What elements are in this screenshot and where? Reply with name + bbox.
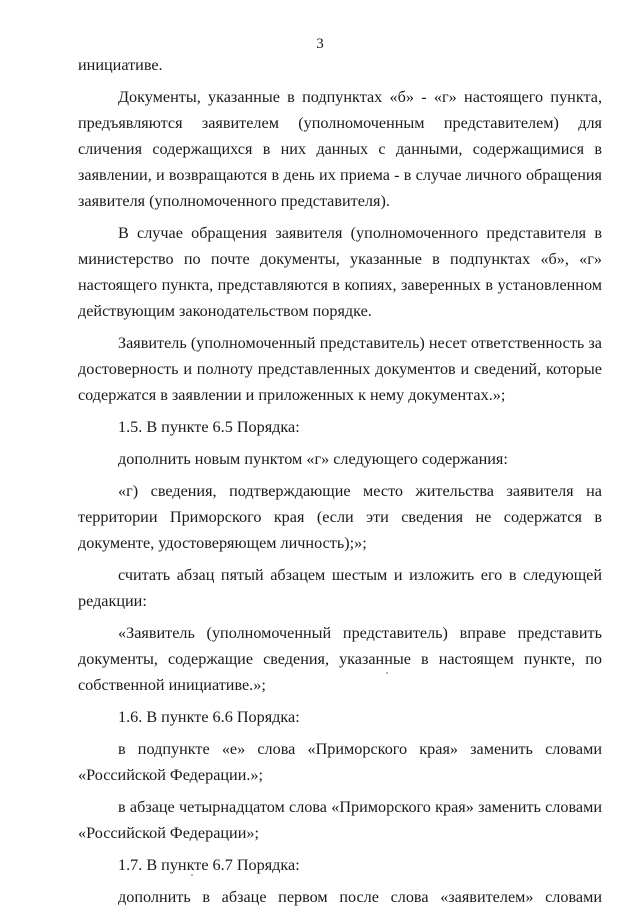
page-number: 3 [316, 36, 324, 52]
paragraph-add-subitem-g: дополнить новым пунктом «г» следующего содержания: [118, 450, 508, 468]
clause-1-6-heading: 1.6. В пункте 6.6 Порядка: [118, 708, 300, 726]
paragraph-postal-submission: В случае обращения заявителя (уполномоченного представителя в министерство по почте документы, указанные в подпунктах «б», «г» настоящего пункта, представляются в копиях, заверенных в установленном действующим законодательством порядке. [78, 224, 602, 320]
clause-1-5-heading: 1.5. В пункте 6.5 Порядка: [118, 418, 300, 436]
paragraph-documents-returned: Документы, указанные в подпунктах «б» - «г» настоящего пункта, предъявляются заявителем (уполномоченным представителем) для сличения содержащихся в них данных с данными, содержащимися в заявлении, и возвращаются в день их приема - в случае личного обращения заявителя (уполномоченного представителя). [78, 88, 602, 210]
paragraph-applicant-right: «Заявитель (уполномоченный представитель) вправе представить документы, содержащие сведения, указанные в настоящем пункте, по собственной инициативе.»; [78, 624, 602, 694]
paragraph-subitem-e-replace: в подпункте «е» слова «Приморского края» заменить словами «Российской Федерации.»; [78, 740, 602, 784]
paragraph-abzac-14-replace: в абзаце четырнадцатом слова «Приморского края» заменить словами «Российской Федерации»; [78, 798, 602, 842]
paragraph-subitem-g-text: «г) сведения, подтверждающие место жительства заявителя на территории Приморского края (если эти сведения не содержатся в документе, удостоверяющем личность);»; [78, 482, 602, 552]
clause-1-7-heading: 1.7. В пункте 6.7 Порядка: [118, 856, 300, 874]
document-body [78, 52, 602, 916]
scan-speck [386, 672, 388, 674]
paragraph-applicant-responsibility: Заявитель (уполномоченный представитель) несет ответственность за достоверность и полноту представленных документов и сведений, которые содержатся в заявлении и приложенных к нему документах.»; [78, 334, 602, 404]
paragraph-renumber-abzac: считать абзац пятый абзацем шестым и изложить его в следующей редакции: [78, 566, 602, 610]
paragraph-add-after-word: дополнить в абзаце первом после слова «заявителем» словами [118, 888, 602, 906]
scan-speck [191, 874, 193, 876]
paragraph-continuation: инициативе. [78, 56, 163, 74]
